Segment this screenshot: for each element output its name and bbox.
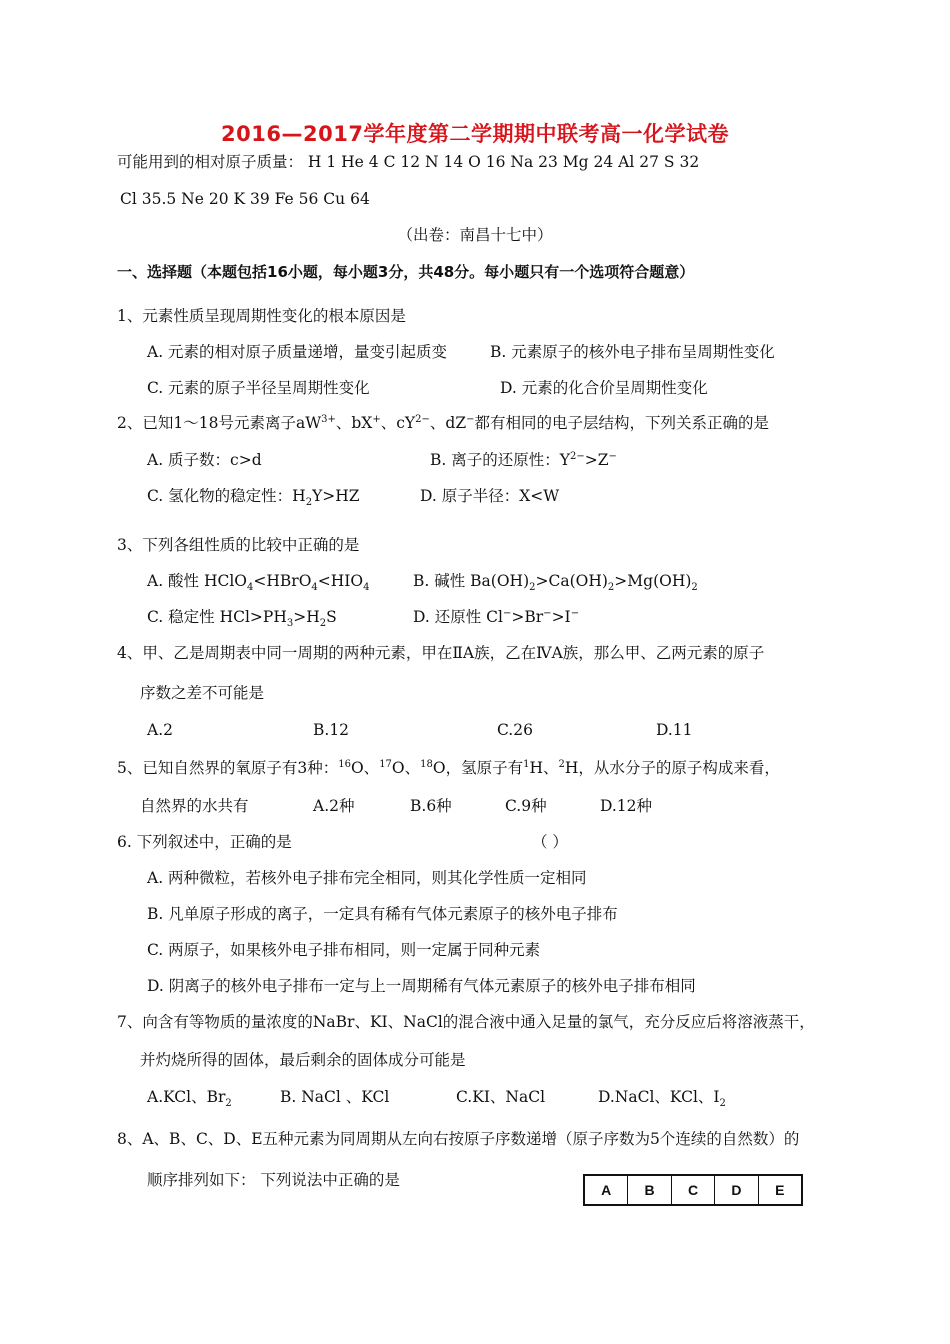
q4-option-d: D.11 (656, 721, 693, 739)
q2-option-b: B. 离子的还原性：$Y^{2-}>Z^-$ (430, 450, 617, 469)
q6-stem: 6. 下列叙述中，正确的是 (117, 833, 292, 851)
q2-option-a: A. 质子数：c>d (147, 451, 262, 469)
q8-stem-line-2: 顺序排列如下： 下列说法中正确的是 (147, 1171, 400, 1189)
q6-option-c: C. 两原子，如果核外电子排布相同，则一定属于同种元素 (147, 941, 541, 959)
q7-option-d: D.NaCl、KCl、$I_2$ (598, 1088, 726, 1110)
q4-option-c: C.26 (497, 721, 533, 739)
q3-option-c: C. 稳定性 $HCl>PH_3>H_2S$ (147, 608, 337, 630)
q1-option-a: A. 元素的相对原子质量递增，量变引起质变 (147, 343, 448, 361)
q1-stem: 1、元素性质呈现周期性变化的根本原因是 (117, 307, 406, 325)
q1-option-c: C. 元素的原子半径呈周期性变化 (147, 379, 370, 397)
q3-option-d: D. 还原性 Cl−>Br−>I− (413, 607, 580, 626)
exam-title: 2016—2017学年度第二学期期中联考高一化学试卷 (221, 122, 729, 146)
q3-stem: 3、下列各组性质的比较中正确的是 (117, 536, 360, 554)
section-heading: 一、选择题（本题包括16小题，每小题3分，共48分。每小题只有一个选项符合题意） (117, 263, 695, 281)
q7-option-b: B. NaCl 、KCl (280, 1088, 390, 1106)
q5-option-c: C.9种 (505, 797, 547, 815)
q5-option-a: A.2种 (313, 797, 355, 815)
q7-option-c: C.KI、NaCl (456, 1088, 546, 1106)
q6-option-b: B. 凡单原子形成的离子，一定具有稀有气体元素原子的核外电子排布 (147, 905, 618, 923)
q2-option-c: C. 氢化物的稳定性：$H_2Y>HZ$ (147, 487, 360, 509)
q5-option-d: D.12种 (600, 797, 653, 815)
atomic-masses-line-1: 可能用到的相对原子质量： H 1 He 4 C 12 N 14 O 16 Na 23 Mg 24 Al 27 S 32 (117, 153, 700, 171)
q7-stem-line-1: 7、向含有等物质的量浓度的NaBr、KI、NaCl的混合液中通入足量的氯气，充分反应后将溶液蒸干， (117, 1013, 815, 1031)
q2-option-d: D. 原子半径：X<W (420, 487, 560, 505)
q1-option-b: B. 元素原子的核外电子排布呈周期性变化 (490, 343, 775, 361)
exam-author: （出卷：南昌十七中） (397, 226, 553, 244)
q3-option-b: B. 碱性 $Ba(OH)_2>Ca(OH)_2>Mg(OH)_2$ (413, 572, 698, 594)
q4-stem-line-1: 4、甲、乙是周期表中同一周期的两种元素，甲在ⅡA族，乙在ⅣA族，那么甲、乙两元素的原子 (117, 644, 765, 662)
q7-option-a: A.KCl、$Br_2$ (147, 1088, 232, 1110)
q1-option-d: D. 元素的化合价呈周期性变化 (500, 379, 708, 397)
q5-option-b: B.6种 (410, 797, 452, 815)
q4-option-b: B.12 (313, 721, 350, 739)
q4-stem-line-2: 序数之差不可能是 (140, 684, 265, 702)
q6-option-a: A. 两种微粒，若核外电子排布完全相同，则其化学性质一定相同 (147, 869, 587, 887)
element-order-table (583, 1174, 803, 1206)
q2-stem: 2、已知1～18号元素离子$aW^{3+}$、bX+、$cY^{2-}$、dZ−都有相同的电子层结构，下列关系正确的是 (117, 413, 770, 432)
q6-answer-paren: （ ） (532, 833, 568, 851)
q3-option-a: A. 酸性 $HClO_4<HBrO_4<HIO_4$ (147, 572, 370, 594)
q5-stem-line-2: 自然界的水共有 (140, 797, 249, 815)
q6-option-d: D. 阴离子的核外电子排布一定与上一周期稀有气体元素原子的核外电子排布相同 (147, 977, 696, 995)
q8-stem-line-1: 8、A、B、C、D、E五种元素为同周期从左向右按原子序数递增（原子序数为5个连续的自然数）的 (117, 1130, 800, 1148)
element-cell-b: B (628, 1176, 671, 1204)
element-cell-e: E (775, 1182, 785, 1198)
element-cell-a: A (585, 1176, 628, 1204)
q7-stem-line-2: 并灼烧所得的固体，最后剩余的固体成分可能是 (140, 1051, 466, 1069)
atomic-masses-line-2: Cl 35.5 Ne 20 K 39 Fe 56 Cu 64 (120, 190, 370, 208)
element-cell-d: D (715, 1176, 758, 1204)
element-cell-c: C (672, 1176, 715, 1204)
q5-stem-line-1: 5、已知自然界的氧原子有3种：$^{16}$O、$^{17}$O、$^{18}$O，氢原子有$^1$H、$^2$H，从水分子的原子构成来看， (117, 758, 780, 777)
q4-option-a: A.2 (147, 721, 173, 739)
